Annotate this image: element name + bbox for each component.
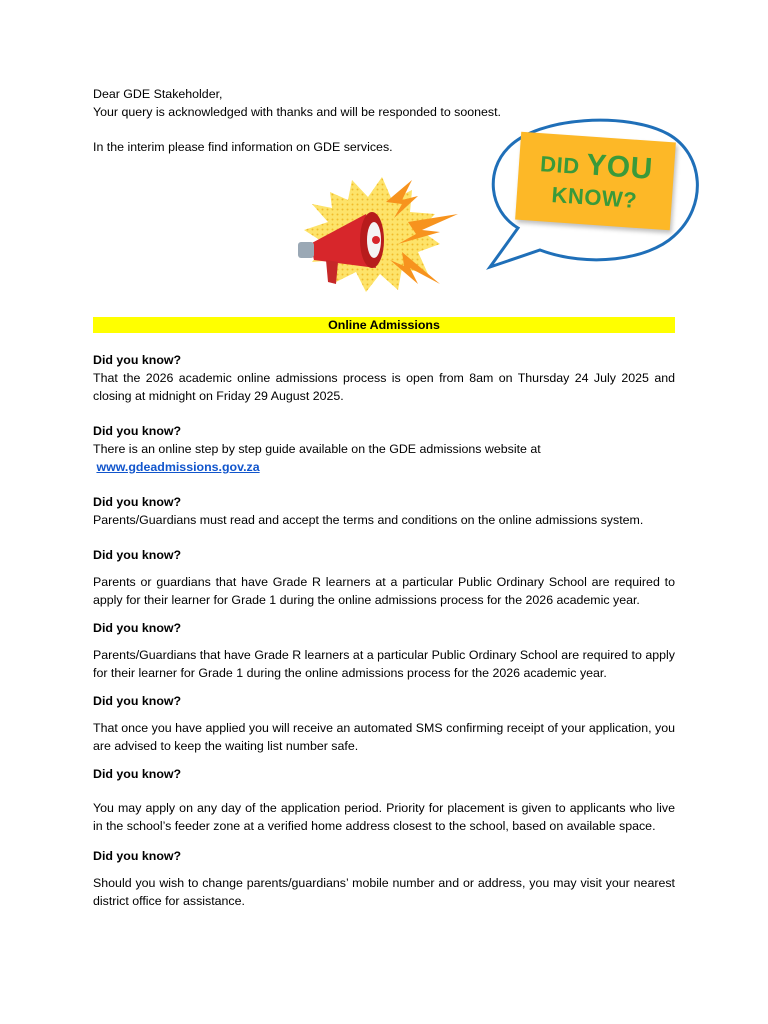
faq-list [93, 351, 675, 927]
burst-shape [304, 177, 440, 292]
faq-question: Did you know? [93, 849, 182, 863]
note-you: YOU [585, 148, 654, 186]
faq-answer: You may apply on any day of the application period. Priority for placement is given to applicants who live in the school’s feeder zone at a verified home address closest to the school, based on available space. [93, 801, 675, 833]
faq-item [93, 493, 675, 529]
megaphone-body [298, 212, 384, 284]
acknowledgement-line: Your query is acknowledged with thanks and will be responded to soonest. [93, 104, 502, 119]
greeting-line: Dear GDE Stakeholder, [93, 87, 223, 101]
faq-item [93, 847, 675, 910]
faq-item [93, 351, 675, 405]
lightning-bolt-top [386, 180, 418, 218]
faq-question: Did you know? [93, 694, 182, 708]
faq-question: Did you know? [93, 767, 182, 781]
note-know: KNOW? [550, 182, 638, 213]
faq-question: Did you know? [93, 495, 182, 509]
faq-item [93, 546, 675, 609]
faq-item [93, 765, 675, 835]
faq-answer: Parents or guardians that have Grade R learners at a particular Public Ordinary School are required to apply for their learner for Grade 1 during the online admissions process for the 2026 academic year. [93, 575, 675, 607]
faq-answer: That once you have applied you will receive an automated SMS confirming receipt of your application, you are advised to keep the waiting list number safe. [93, 721, 675, 753]
did-you-know-note [515, 132, 676, 231]
faq-item [93, 619, 675, 682]
faq-answer: That the 2026 academic online admissions process is open from 8am on Thursday 24 July 2025 and closing at midnight on Friday 29 August 2025. [93, 371, 675, 403]
faq-question: Did you know? [93, 424, 182, 438]
faq-question: Did you know? [93, 548, 182, 562]
admissions-website-link[interactable]: www.gdeadmissions.gov.za [96, 460, 260, 474]
faq-item [93, 692, 675, 755]
faq-answer: Parents/Guardians that have Grade R learners at a particular Public Ordinary School are required to apply for their learner for Grade 1 during the online admissions process for the 2026 academic year. [93, 648, 675, 680]
lightning-bolt-bottom [390, 252, 440, 284]
faq-answer: Parents/Guardians must read and accept the terms and conditions on the online admissions system. [93, 513, 644, 527]
faq-question: Did you know? [93, 353, 182, 367]
faq-answer: There is an online step by step guide available on the GDE admissions website at [93, 442, 541, 456]
faq-question: Did you know? [93, 621, 182, 635]
faq-item [93, 422, 675, 476]
lightning-bolt-right [398, 214, 458, 244]
megaphone-icon [290, 172, 465, 297]
note-did: DID [539, 151, 581, 179]
interim-info-line: In the interim please find information on GDE services. [93, 140, 393, 154]
faq-answer: Should you wish to change parents/guardians’ mobile number and or address, you may visit your nearest district office for assistance. [93, 876, 675, 908]
section-banner: Online Admissions [93, 317, 675, 333]
